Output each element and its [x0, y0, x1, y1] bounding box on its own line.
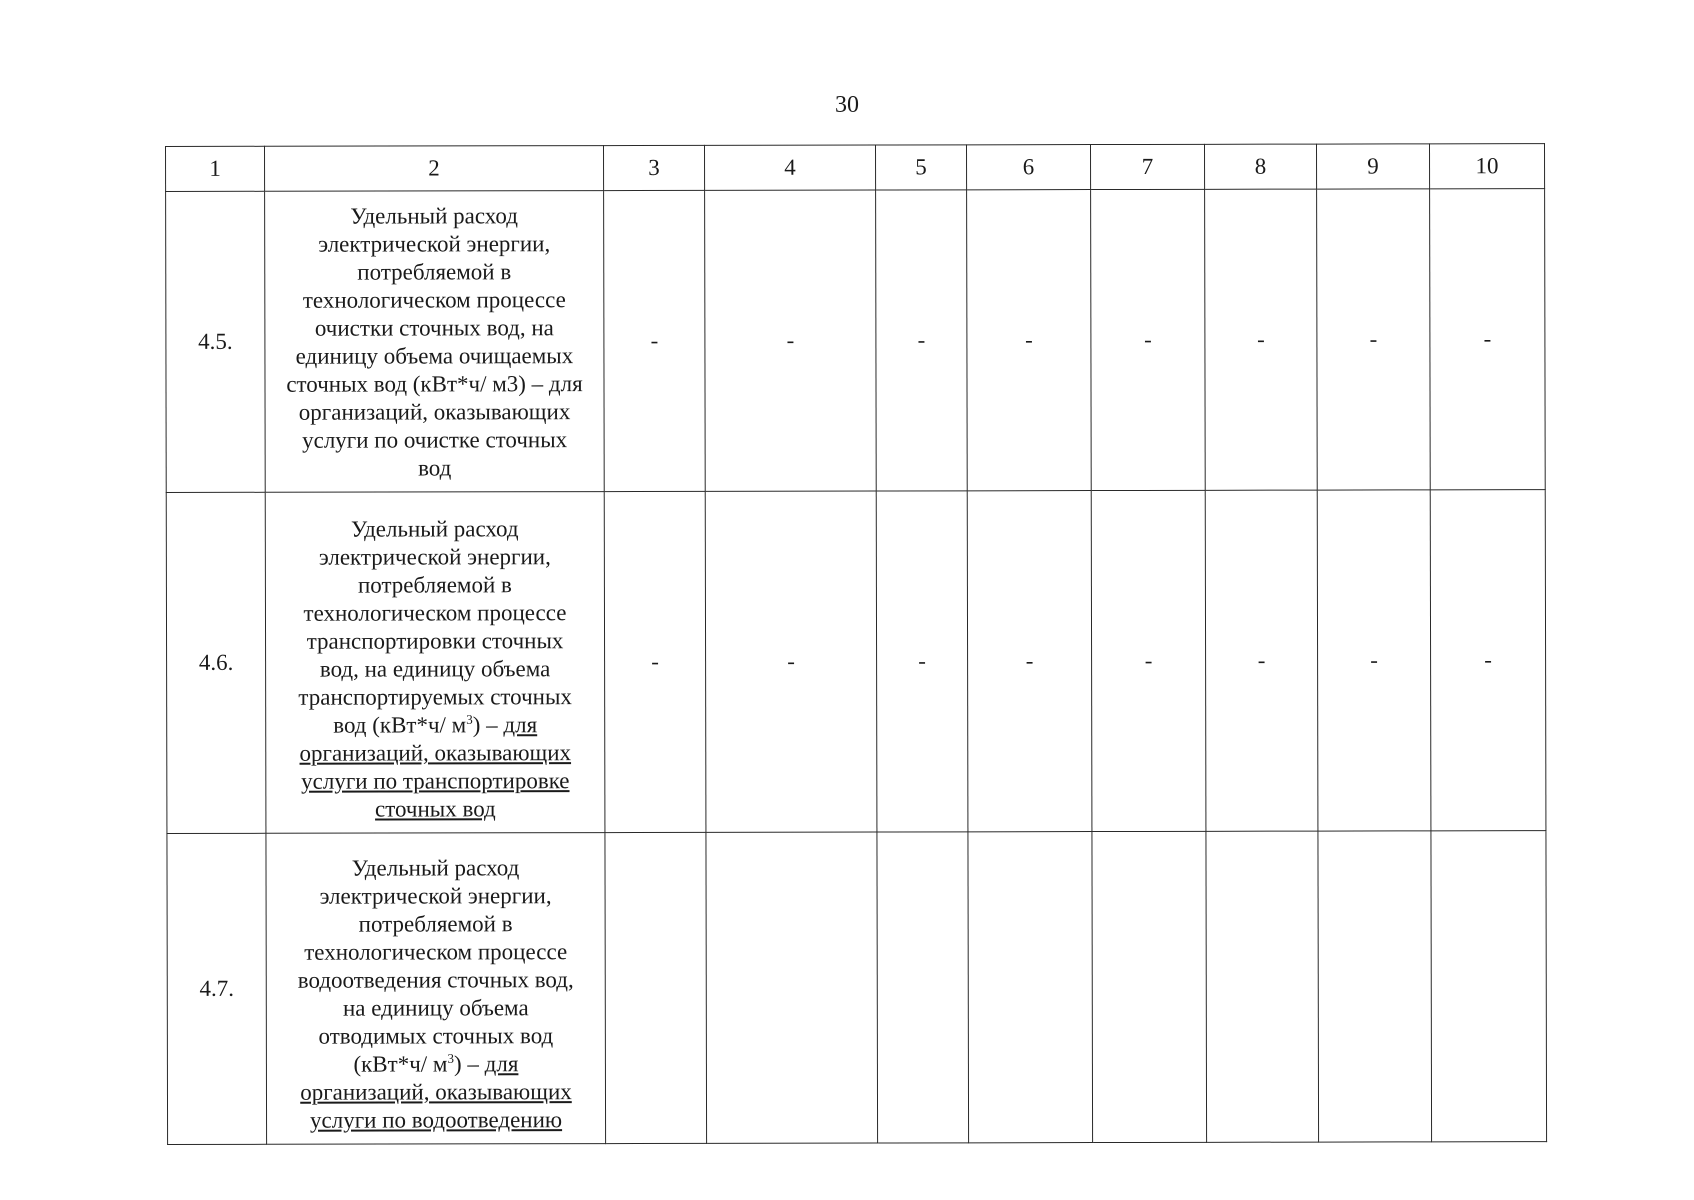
row-description	[265, 191, 605, 493]
table-cell	[1318, 831, 1432, 1142]
description-line: транспортируемых сточных	[298, 684, 572, 710]
description-line: электрической энергии,	[318, 231, 551, 257]
table-cell: -	[876, 190, 968, 491]
description-line: услуги по очистке сточных	[302, 427, 568, 453]
column-header: 2	[265, 146, 604, 192]
table-cell: -	[1317, 189, 1431, 490]
row-number: 4.7.	[167, 833, 267, 1144]
column-header: 6	[966, 145, 1090, 190]
column-header: 10	[1429, 144, 1544, 189]
table-row	[166, 189, 1546, 493]
description-line: технологическом процессе	[304, 939, 568, 965]
underlined-line: услуги по транспортировке	[301, 768, 570, 794]
description-line: электрической энергии,	[318, 544, 551, 570]
underlined-line: сточных вод	[375, 796, 496, 822]
table-cell: -	[876, 491, 968, 832]
description-line	[266, 711, 604, 740]
table-cell: -	[705, 491, 877, 832]
description-line: водоотведения сточных вод,	[297, 967, 574, 993]
table-row	[166, 490, 1546, 834]
column-header: 3	[604, 145, 705, 190]
unit-superscript: 3	[466, 711, 473, 727]
description-line: технологическом процессе	[303, 600, 567, 626]
table-cell: -	[1317, 490, 1431, 831]
table-cell: -	[967, 491, 1092, 832]
description-line: транспортировки сточных	[306, 628, 564, 654]
description-line: отводимых сточных вод	[318, 1023, 554, 1049]
column-header: 5	[875, 145, 966, 190]
row-number: 4.5.	[166, 191, 266, 492]
table-cell: -	[1205, 189, 1318, 490]
row-number: 4.6.	[166, 492, 266, 833]
unit-superscript: 3	[447, 1050, 454, 1066]
table-cell: -	[604, 190, 706, 491]
description-line: Удельный расход	[350, 203, 518, 229]
table-cell: -	[1091, 490, 1206, 831]
description-line: на единицу объема	[342, 995, 529, 1021]
description-line: электрической энергии,	[319, 883, 552, 909]
table-cell	[706, 832, 878, 1143]
table-cell: -	[705, 190, 877, 491]
column-header: 8	[1204, 144, 1316, 189]
description-line: потребляемой в	[357, 572, 512, 598]
table-cell: -	[1430, 189, 1546, 490]
description-line: единицу объема очищаемых	[295, 343, 574, 369]
table-row	[167, 831, 1547, 1145]
unit-text: вод (кВт*ч/ м	[333, 712, 467, 738]
table-cell: -	[1430, 490, 1546, 831]
description-line: вод	[418, 455, 452, 481]
unit-text: (кВт*ч/ м	[353, 1051, 448, 1077]
table-cell: -	[604, 491, 706, 832]
underlined-line: организаций, оказывающих	[300, 1079, 572, 1105]
data-table	[165, 143, 1547, 1145]
table-cell	[1092, 831, 1207, 1142]
description-line: технологическом процессе	[302, 287, 566, 313]
column-header: 9	[1316, 144, 1429, 189]
table-cell	[1431, 831, 1547, 1142]
description-line: сточных вод (кВт*ч/ м3) – для	[286, 371, 583, 397]
description-line: Удельный расход	[351, 855, 520, 881]
unit-text: ) –	[453, 1051, 485, 1077]
table-cell	[1206, 831, 1319, 1142]
underlined-text: для	[484, 1051, 519, 1077]
row-description	[266, 833, 606, 1145]
description-line: вод, на единицу объема	[319, 656, 551, 682]
underlined-line: услуги по водоотведению	[309, 1107, 563, 1133]
page-number: 30	[835, 92, 859, 118]
header-row	[166, 144, 1545, 192]
description-line	[267, 1050, 605, 1079]
underlined-line: организаций, оказывающих	[299, 740, 572, 766]
row-description	[265, 492, 605, 834]
description-line: потребляемой в	[358, 911, 513, 937]
table-cell	[968, 832, 1093, 1143]
table-cell	[877, 832, 969, 1143]
column-header: 4	[704, 145, 875, 190]
column-header: 1	[166, 146, 265, 191]
table-cell: -	[1091, 189, 1206, 490]
underlined-text: для	[503, 712, 538, 738]
table-cell: -	[967, 190, 1092, 491]
description-line: очистки сточных вод, на	[314, 315, 554, 341]
description-line: организаций, оказывающих	[298, 399, 571, 425]
table-cell	[605, 832, 707, 1143]
table-cell: -	[1205, 490, 1318, 831]
unit-text: ) –	[472, 712, 504, 738]
column-header: 7	[1090, 144, 1204, 189]
description-line: потребляемой в	[357, 259, 512, 285]
description-line: Удельный расход	[350, 516, 519, 542]
